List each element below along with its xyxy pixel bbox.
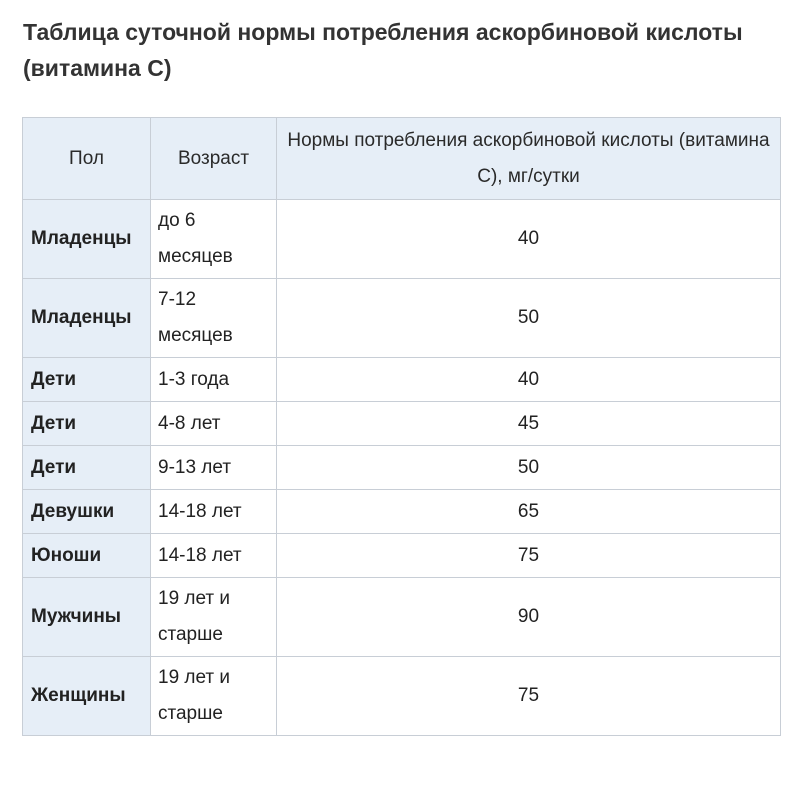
cell-age: 19 лет и старше <box>151 578 277 657</box>
table-row <box>23 657 781 736</box>
cell-sex: Юноши <box>23 534 151 578</box>
cell-age: 14-18 лет <box>151 534 277 578</box>
cell-sex: Дети <box>23 446 151 490</box>
table-row <box>23 279 781 358</box>
cell-value: 40 <box>277 200 781 279</box>
cell-value: 50 <box>277 446 781 490</box>
cell-sex: Младенцы <box>23 279 151 358</box>
cell-age: 9-13 лет <box>151 446 277 490</box>
header-age: Возраст <box>151 118 277 200</box>
table-row <box>23 200 781 279</box>
cell-value: 45 <box>277 402 781 446</box>
header-sex: Пол <box>23 118 151 200</box>
cell-sex: Девушки <box>23 490 151 534</box>
cell-value: 90 <box>277 578 781 657</box>
page-title: Таблица суточной нормы потребления аскорбиновой кислоты (витамина С) <box>23 19 743 81</box>
header-norm: Нормы потребления аскорбиновой кислоты (витамина С), мг/сутки <box>277 118 781 200</box>
cell-value: 75 <box>277 657 781 736</box>
table-header-row <box>23 118 781 200</box>
cell-age: 14-18 лет <box>151 490 277 534</box>
table-row <box>23 402 781 446</box>
table-row <box>23 578 781 657</box>
table-row <box>23 490 781 534</box>
cell-sex: Мужчины <box>23 578 151 657</box>
cell-value: 75 <box>277 534 781 578</box>
cell-age: 1-3 года <box>151 358 277 402</box>
cell-value: 65 <box>277 490 781 534</box>
cell-age: 4-8 лет <box>151 402 277 446</box>
vitamin-c-norms-table <box>22 117 781 736</box>
vitamin-c-table-container <box>22 117 780 737</box>
cell-age: до 6 месяцев <box>151 200 277 279</box>
cell-age: 7-12 месяцев <box>151 279 277 358</box>
cell-sex: Женщины <box>23 657 151 736</box>
table-row <box>23 534 781 578</box>
cell-sex: Дети <box>23 402 151 446</box>
table-row <box>23 358 781 402</box>
table-row <box>23 446 781 490</box>
cell-sex: Младенцы <box>23 200 151 279</box>
cell-age: 19 лет и старше <box>151 657 277 736</box>
cell-value: 40 <box>277 358 781 402</box>
cell-sex: Дети <box>23 358 151 402</box>
cell-value: 50 <box>277 279 781 358</box>
